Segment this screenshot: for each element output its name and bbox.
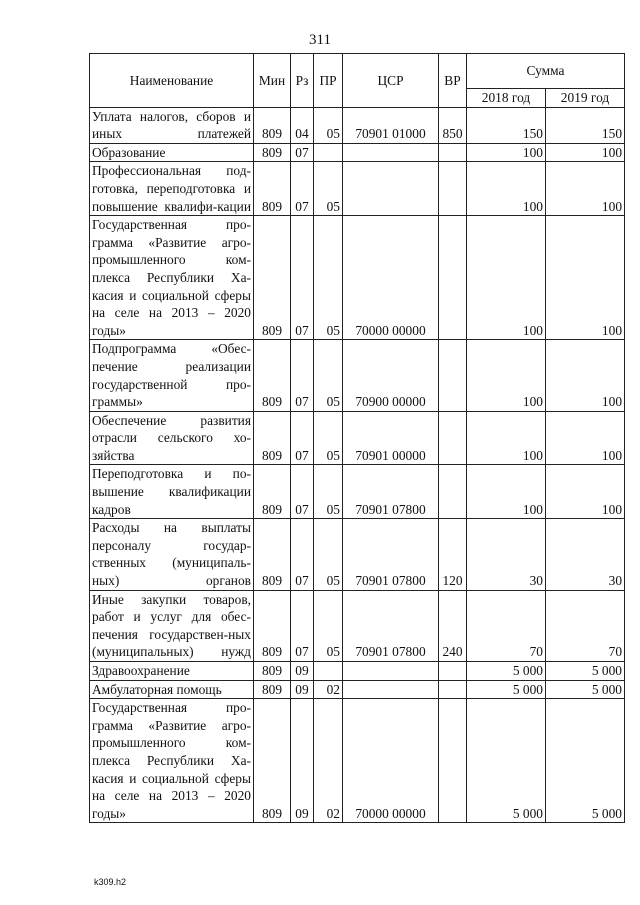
row-min: 809 xyxy=(254,340,291,411)
header-year-2018: 2018 год xyxy=(467,89,546,108)
table-row xyxy=(90,465,625,519)
row-vr xyxy=(439,465,467,519)
table-body xyxy=(90,107,625,823)
row-name: Государственная про-грамма «Развитие агро-промышленного ком-плекса Республики Ха-касия и социальной сферы на селе на 2013 – 2020 годы» xyxy=(90,216,254,340)
row-2019: 5 000 xyxy=(546,662,625,681)
row-2018: 100 xyxy=(467,143,546,162)
row-2018: 5 000 xyxy=(467,662,546,681)
row-vr xyxy=(439,340,467,411)
row-pr: 02 xyxy=(314,699,343,823)
row-2019: 150 xyxy=(546,107,625,143)
header-name: Наименование xyxy=(90,54,254,108)
header-csr: ЦСР xyxy=(343,54,439,108)
row-2019: 5 000 xyxy=(546,699,625,823)
row-2018: 30 xyxy=(467,519,546,590)
row-csr xyxy=(343,162,439,216)
row-csr: 70901 00000 xyxy=(343,411,439,465)
table-row xyxy=(90,699,625,823)
row-vr: 120 xyxy=(439,519,467,590)
row-min: 809 xyxy=(254,411,291,465)
row-2019: 70 xyxy=(546,590,625,661)
row-pr: 05 xyxy=(314,107,343,143)
table-row xyxy=(90,340,625,411)
row-rz: 07 xyxy=(291,340,314,411)
budget-table xyxy=(89,53,625,823)
row-csr xyxy=(343,680,439,699)
row-vr xyxy=(439,680,467,699)
row-csr: 70901 01000 xyxy=(343,107,439,143)
row-csr: 70901 07800 xyxy=(343,590,439,661)
row-2019: 30 xyxy=(546,519,625,590)
row-rz: 09 xyxy=(291,699,314,823)
row-vr: 850 xyxy=(439,107,467,143)
row-min: 809 xyxy=(254,662,291,681)
row-pr: 02 xyxy=(314,680,343,699)
row-csr xyxy=(343,143,439,162)
row-vr: 240 xyxy=(439,590,467,661)
table-row xyxy=(90,107,625,143)
header-pr: ПР xyxy=(314,54,343,108)
row-csr: 70901 07800 xyxy=(343,465,439,519)
row-2018: 5 000 xyxy=(467,699,546,823)
table-row xyxy=(90,519,625,590)
row-min: 809 xyxy=(254,590,291,661)
table-row xyxy=(90,411,625,465)
row-vr xyxy=(439,216,467,340)
row-pr: 05 xyxy=(314,590,343,661)
row-rz: 07 xyxy=(291,465,314,519)
row-2018: 100 xyxy=(467,216,546,340)
row-rz: 07 xyxy=(291,590,314,661)
row-csr: 70000 00000 xyxy=(343,216,439,340)
row-name: Здравоохранение xyxy=(90,662,254,681)
row-rz: 07 xyxy=(291,162,314,216)
row-pr: 05 xyxy=(314,340,343,411)
row-vr xyxy=(439,162,467,216)
row-rz: 07 xyxy=(291,216,314,340)
row-2018: 100 xyxy=(467,162,546,216)
row-name: Иные закупки товаров, работ и услуг для обес-печения государствен-ных (муниципальных) нужд xyxy=(90,590,254,661)
row-pr: 05 xyxy=(314,411,343,465)
row-2018: 150 xyxy=(467,107,546,143)
row-name: Уплата налогов, сборов и иных платежей xyxy=(90,107,254,143)
row-rz: 07 xyxy=(291,143,314,162)
row-min: 809 xyxy=(254,699,291,823)
row-name: Обеспечение развития отрасли сельского хо-зяйства xyxy=(90,411,254,465)
row-name: Подпрограмма «Обес-печение реализации государственной про-граммы» xyxy=(90,340,254,411)
footer-code: k309.h2 xyxy=(94,877,127,887)
row-2019: 100 xyxy=(546,143,625,162)
row-2018: 70 xyxy=(467,590,546,661)
table-row xyxy=(90,662,625,681)
row-2019: 100 xyxy=(546,465,625,519)
row-2019: 100 xyxy=(546,340,625,411)
row-pr: 05 xyxy=(314,519,343,590)
table-row xyxy=(90,590,625,661)
row-min: 809 xyxy=(254,143,291,162)
row-name: Расходы на выплаты персоналу государ-ственных (муниципаль-ных) органов xyxy=(90,519,254,590)
row-pr: 05 xyxy=(314,216,343,340)
row-pr: 05 xyxy=(314,465,343,519)
row-rz: 07 xyxy=(291,411,314,465)
row-csr: 70900 00000 xyxy=(343,340,439,411)
table-row xyxy=(90,162,625,216)
row-name: Профессиональная под-готовка, переподготовка и повышение квалифи-кации xyxy=(90,162,254,216)
row-2019: 100 xyxy=(546,411,625,465)
row-2018: 100 xyxy=(467,411,546,465)
row-rz: 04 xyxy=(291,107,314,143)
header-vr: ВР xyxy=(439,54,467,108)
table-row xyxy=(90,143,625,162)
row-vr xyxy=(439,662,467,681)
row-vr xyxy=(439,699,467,823)
header-min: Мин xyxy=(254,54,291,108)
row-min: 809 xyxy=(254,107,291,143)
row-2018: 100 xyxy=(467,340,546,411)
row-2019: 5 000 xyxy=(546,680,625,699)
header-sum: Сумма xyxy=(467,54,625,89)
row-name: Переподготовка и по-вышение квалификации кадров xyxy=(90,465,254,519)
row-csr: 70901 07800 xyxy=(343,519,439,590)
table-row xyxy=(90,216,625,340)
row-name: Амбулаторная помощь xyxy=(90,680,254,699)
row-rz: 09 xyxy=(291,680,314,699)
row-rz: 09 xyxy=(291,662,314,681)
row-min: 809 xyxy=(254,465,291,519)
row-min: 809 xyxy=(254,216,291,340)
row-rz: 07 xyxy=(291,519,314,590)
row-csr: 70000 00000 xyxy=(343,699,439,823)
header-rz: Рз xyxy=(291,54,314,108)
row-2019: 100 xyxy=(546,162,625,216)
row-2018: 100 xyxy=(467,465,546,519)
row-vr xyxy=(439,411,467,465)
table-row xyxy=(90,680,625,699)
row-min: 809 xyxy=(254,162,291,216)
row-pr: 05 xyxy=(314,162,343,216)
row-name: Государственная про-грамма «Развитие агро-промышленного ком-плекса Республики Ха-касия и социальной сферы на селе на 2013 – 2020 годы» xyxy=(90,699,254,823)
row-vr xyxy=(439,143,467,162)
row-2019: 100 xyxy=(546,216,625,340)
row-pr xyxy=(314,662,343,681)
row-name: Образование xyxy=(90,143,254,162)
row-pr xyxy=(314,143,343,162)
row-min: 809 xyxy=(254,519,291,590)
row-min: 809 xyxy=(254,680,291,699)
header-year-2019: 2019 год xyxy=(546,89,625,108)
row-2018: 5 000 xyxy=(467,680,546,699)
page-number: 311 xyxy=(309,32,331,48)
row-csr xyxy=(343,662,439,681)
